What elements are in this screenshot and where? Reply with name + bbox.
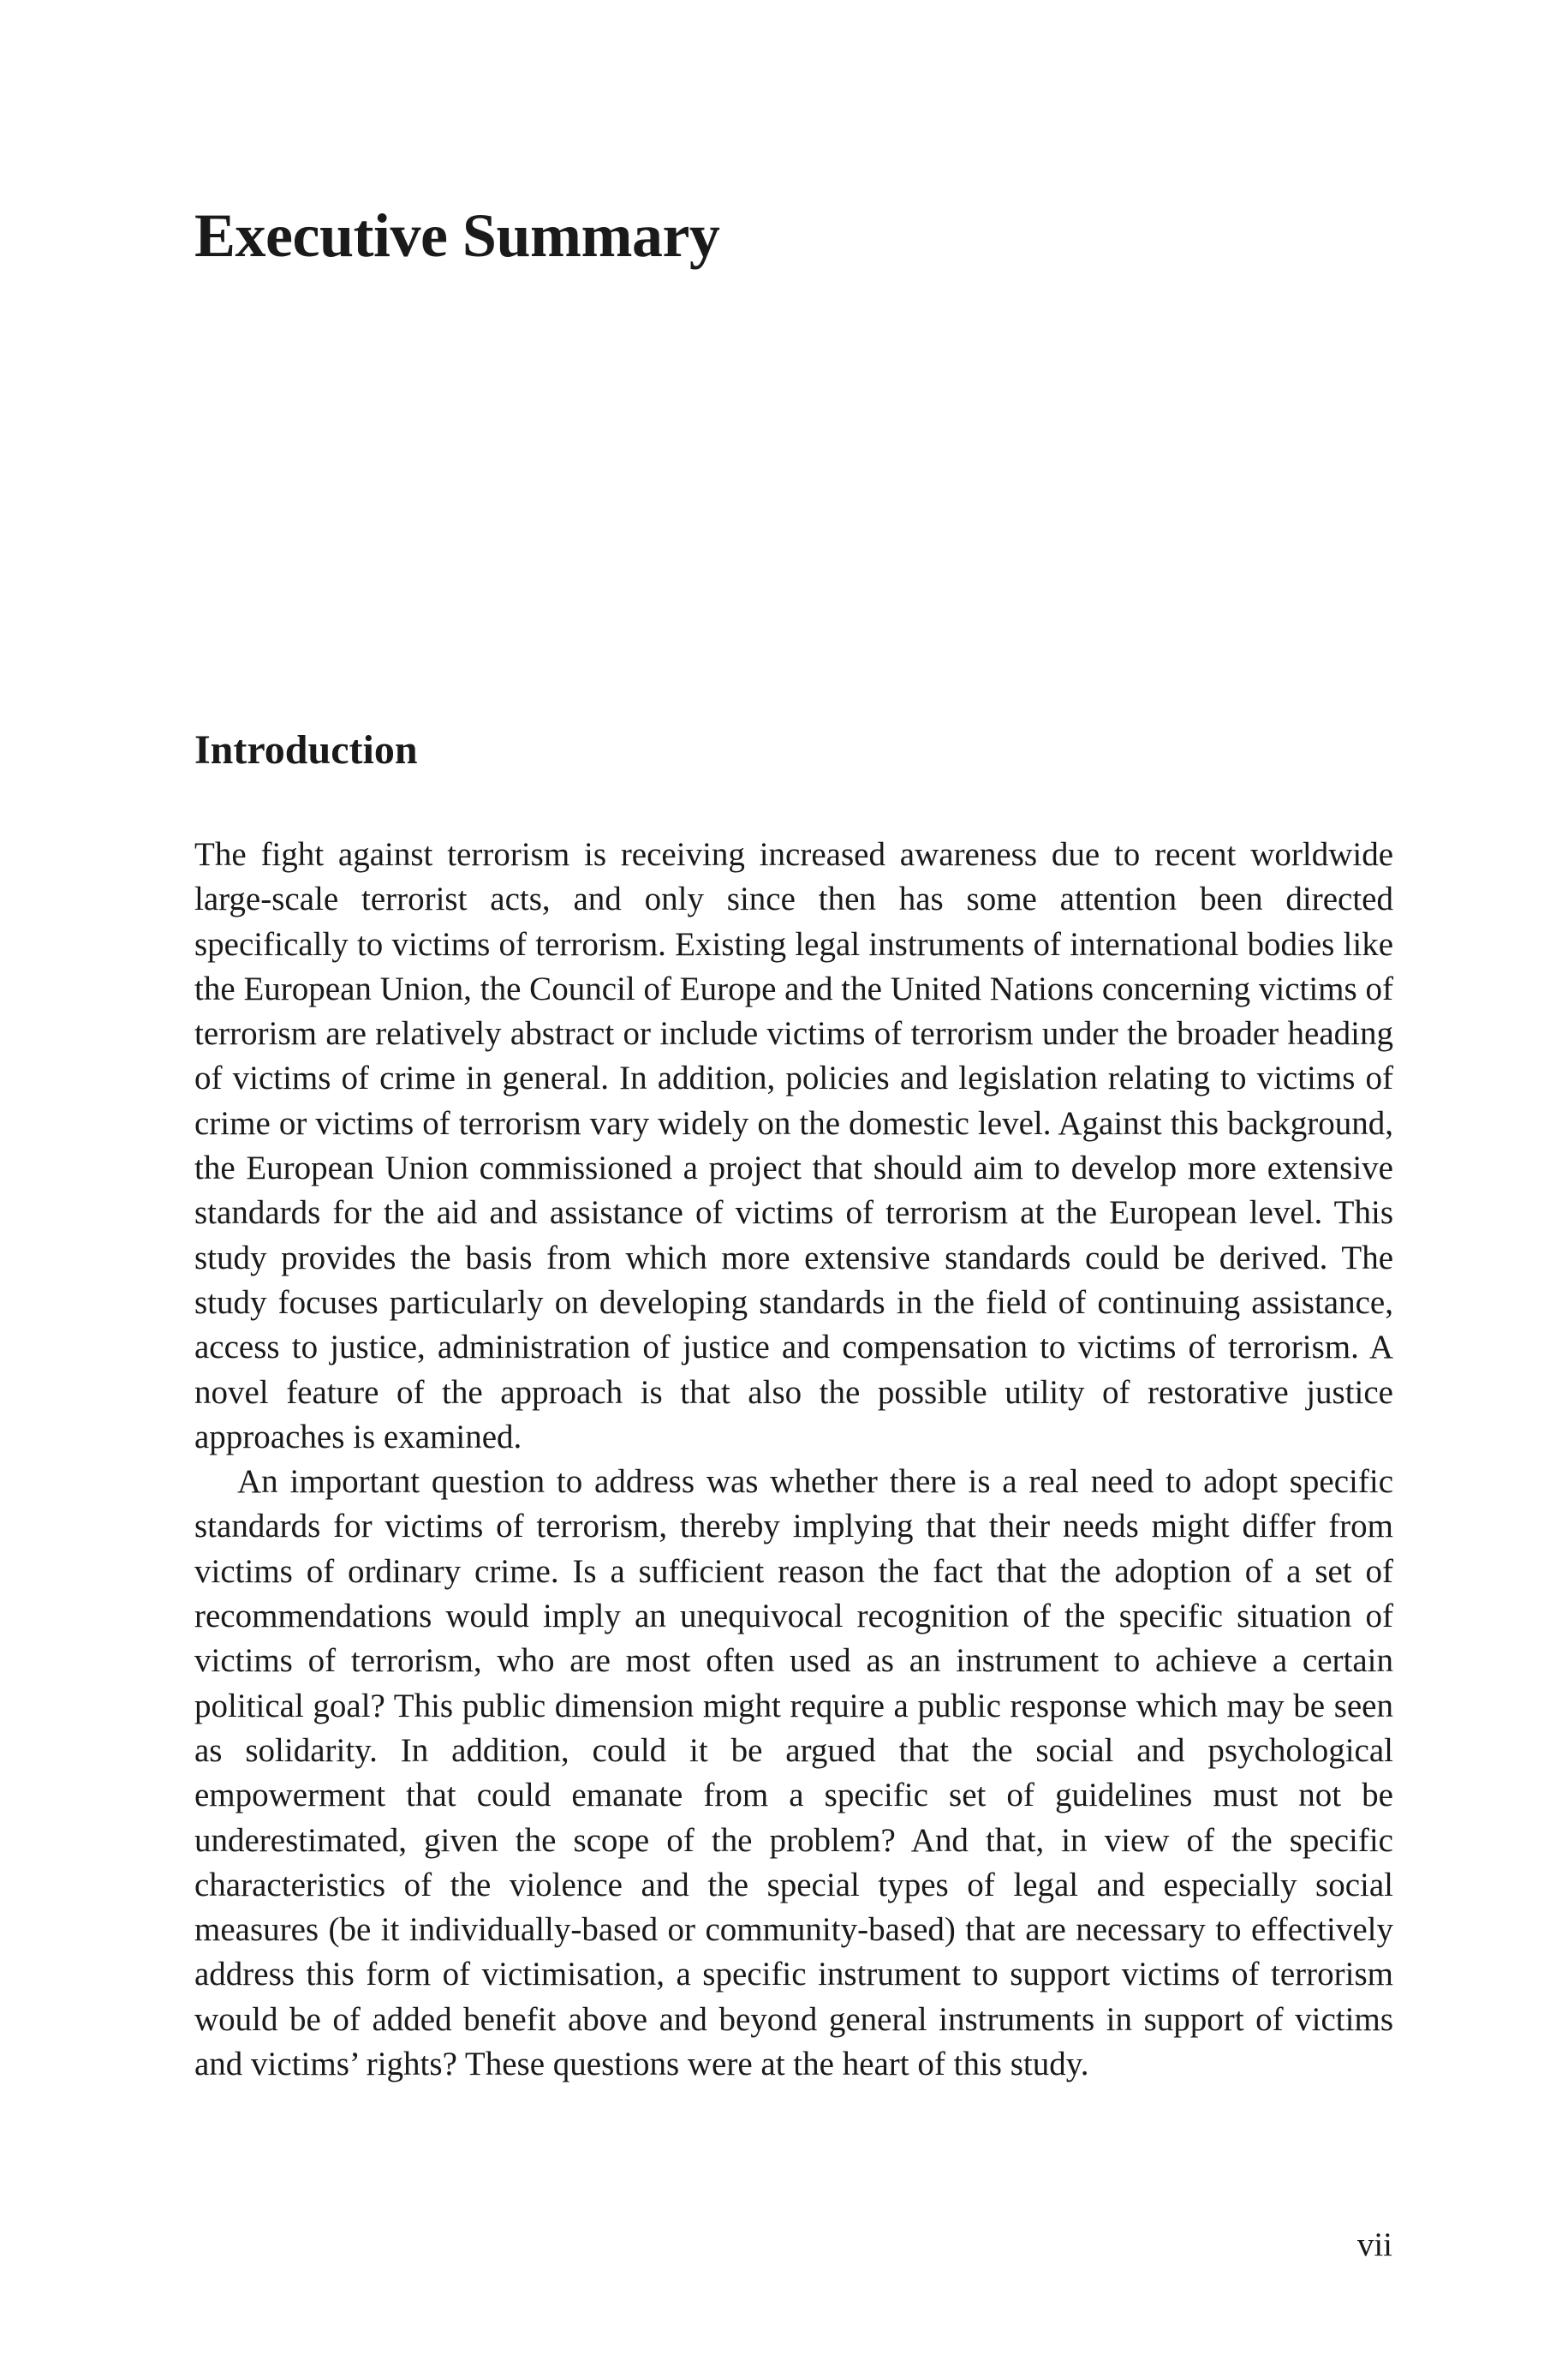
body-paragraph: An important question to address was whether there is a real need to adopt specific standards for victims of terrorism, thereby implying that their needs might differ from victims of ordinary crime. Is a sufficient reason the fact that the adoption of a set of recommendations would imply an unequivocal recognition of the specific situation of victims of terrorism, who are most often used as an instrument to achieve a certain political goal? This public dimension might require a public response which may be seen as solidarity. In addition, could it be argued that the social and psychological empowerment that could emanate from a specific set of guidelines must not be underestimated, given the scope of the problem? And that, in view of the specific characteristics of the violence and the special types of legal and especially social measures (be it individually-based or community-based) that are necessary to effectively address this form of victimisation, a specific instrument to support victims of terrorism would be of added benefit above and beyond general instruments in support of victims and victims’ rights? These questions were at the heart of this study.: [194, 1463, 1393, 2083]
chapter-title: Executive Summary: [194, 201, 720, 270]
page-number: vii: [1356, 2226, 1392, 2263]
section-body: [194, 833, 1393, 2087]
body-paragraph: The fight against terrorism is receiving increased awareness due to recent worldwide large-scale terrorist acts, and only since then has some attention been directed specifically to victims of terrorism. Existing legal instruments of international bodies like the European Union, the Council of Europe and the United Nations concerning victims of terrorism are relatively abstract or include victims of terrorism under the broader heading of victims of crime in general. In addition, policies and legislation relating to victims of crime or victims of terrorism vary widely on the domestic level. Against this background, the European Union commissioned a project that should aim to develop more extensive standards for the aid and assistance of victims of terrorism at the European level. This study provides the basis from which more extensive standards could be derived. The study focuses particularly on developing standards in the field of continuing assistance, access to justice, administration of justice and compensation to victims of terrorism. A novel feature of the approach is that also the possible utility of restorative justice approaches is examined.: [194, 836, 1393, 1455]
section-heading: Introduction: [194, 727, 418, 773]
